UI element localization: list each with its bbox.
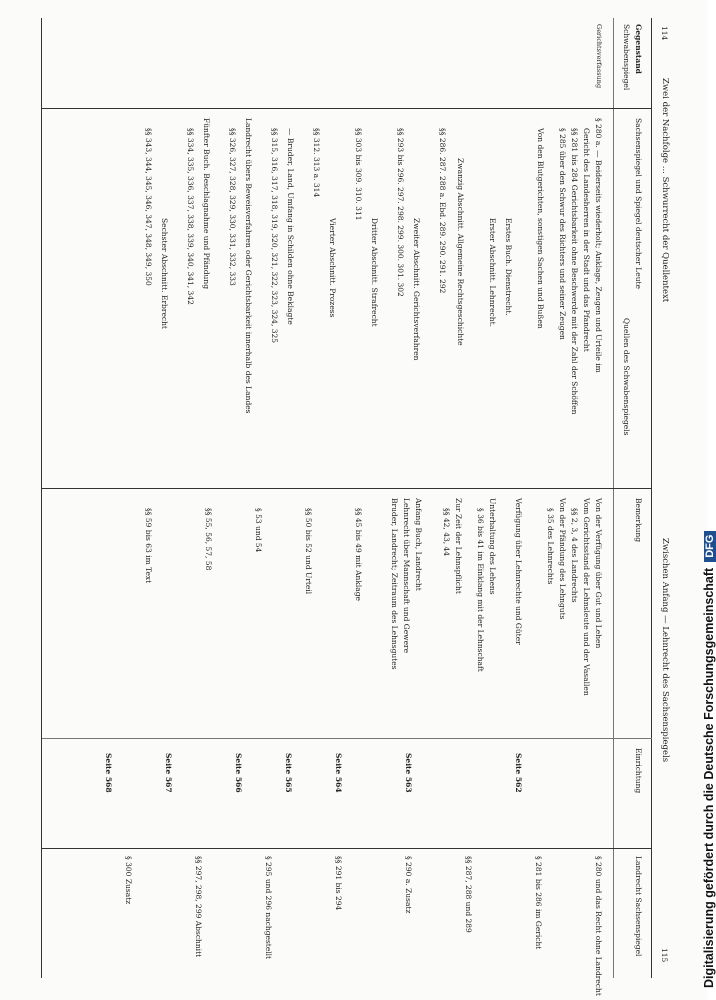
list-item: § 300 Zusatz	[124, 856, 133, 905]
list-item: § 295 und 296 nachgestellt	[264, 856, 273, 960]
list-item: Dritter Abschnitt. Strafrecht	[370, 218, 379, 327]
footer-rule	[41, 18, 42, 978]
list-item: §§ 45 bis 49 mit Anklage	[354, 508, 363, 601]
list-item: Gericht des Landesherren in der Stadt und das Pfandrecht	[582, 128, 591, 352]
column-header-quellen: Quellen des Schwabenspiegels	[622, 318, 631, 436]
list-item: Zwanzig Abschnitt. Allgemeine Rechtsgeschichte	[456, 158, 465, 346]
list-item: Zweiter Abschnitt. Gerichtsverfahren	[412, 218, 421, 361]
list-item: §§ 42, 43, 44	[442, 508, 451, 557]
column-header-landrecht: Landrecht Sachsenspiegel	[634, 856, 643, 957]
list-item: § 285 über den Schwur des Richters und seiner Zeugen	[558, 128, 567, 340]
list-item: Verfügung über Lehnrechte und Güter	[514, 498, 523, 645]
list-item: § 281 bis 286 im Gericht	[534, 856, 543, 950]
list-item: §§ 50 bis 52 und Urteil	[304, 508, 313, 595]
page-reference: Seite 565	[284, 753, 293, 793]
list-item: §§ 334, 335, 336, 337, 338, 339, 340, 341, 342	[186, 128, 195, 305]
list-item: §§ 326, 327, 328, 329, 330, 331, 332, 333	[228, 128, 237, 286]
list-item: §§ 297, 298, 299 Abschnitt	[194, 856, 203, 958]
page-number-left: 114	[660, 26, 669, 41]
dfg-funding-watermark	[680, 0, 716, 1000]
list-item: Unterhaltung des Lehens	[488, 498, 497, 595]
column-header-einrichtung: Einrichtung	[634, 748, 643, 794]
list-item: §§ 293 bis 296. 297. 298. 299. 300. 301. 302	[396, 128, 405, 297]
page-number-right: 115	[660, 948, 669, 963]
column-divider	[42, 738, 652, 739]
dfg-logo: DFG	[704, 531, 716, 562]
rotated-table-sheet	[34, 18, 674, 996]
column-header-schwaben: Schwabenspiegel	[622, 24, 631, 91]
list-item: § 35 des Lehnrechts	[546, 508, 555, 585]
list-item: Zur Zeit der Lehnspflicht	[454, 498, 463, 594]
list-item: §§ 59 bis 63 im Text	[144, 508, 153, 584]
column-header-gegenstand: Gegenstand	[634, 24, 643, 74]
list-item: §§ 281 bis 284 Gerichtsbarkeit ohne Beschwerde mit der Zahl der Schöffen	[570, 128, 579, 415]
list-item: Lehnrecht über Mannschaft und Gewere	[402, 498, 411, 654]
list-item: § 280 a. — Beiderseits wiederholt; Anklage, Zeugen und Urteile im	[594, 118, 603, 373]
list-item: §§ 55, 56, 57, 58	[204, 508, 213, 571]
header-rule	[651, 18, 652, 978]
page-reference: Seite 563	[404, 753, 413, 793]
list-item: Fünfter Buch. Beschlagnahme und Pfändung	[202, 118, 211, 290]
list-item: § 53 und 54	[254, 508, 263, 553]
list-item: §§ 343, 344, 345, 346, 347, 348, 349, 350	[144, 128, 153, 286]
list-item: Gerichtsverfassung	[595, 24, 603, 89]
column-head-rule	[613, 18, 614, 978]
list-item: §§ 287, 288 und 289	[464, 856, 473, 933]
list-item: Erster Abschnitt. Lehnrecht.	[488, 218, 497, 327]
page-reference: Seite 567	[164, 753, 173, 793]
list-item: Anfang Buch, Landrecht	[414, 498, 423, 591]
right-running-title: Zwischen Anfang — Lehnrecht des Sachsenspiegels	[660, 538, 670, 763]
list-item: § 290 a. Zusatz	[404, 856, 413, 914]
list-item: — Bruder, Land, Umfang in Schilden ohne Beklagte	[286, 128, 295, 325]
list-item: §§ 291 bis 294	[334, 856, 343, 911]
list-item: Sechster Abschnitt. Erbrecht	[160, 218, 169, 329]
column-divider	[42, 848, 652, 849]
list-item: Bruder, Landrecht; Zeitraum des Lehnsgutes	[390, 498, 399, 670]
list-item: §§ 286. 287. 288 a. Ebd. 289. 290. 291. 292	[438, 128, 447, 294]
list-item: §§ 312. 313 a. 314	[312, 128, 321, 198]
list-item: § 36 bis 41 im Einklang mit der Lehnschaft	[476, 508, 485, 672]
list-item: §§ 303 bis 309. 310. 311	[354, 128, 363, 221]
list-item: § 280 und das Recht ohne Landrecht	[594, 856, 603, 996]
list-item: Vom Gerichtsstand der Lehnsleute und der Vasallen	[582, 498, 591, 696]
page-reference: Seite 566	[234, 753, 243, 793]
list-item: Von den Blutgerichten, sonstigen Sachen und Bußen	[536, 128, 545, 329]
column-header-sachsen: Sachsenspiegel und Spiegel deutscher Leute	[634, 118, 643, 289]
list-item: Von der Pfändung des Lehnguts	[558, 498, 567, 620]
page-reference: Seite 562	[514, 753, 523, 793]
list-item: §§ 315, 316, 317, 318, 319, 320, 321, 322, 323, 324, 325	[270, 128, 279, 344]
page-reference: Seite 568	[104, 753, 113, 793]
list-item: §§ 2, 3, 4 des Landrechts	[570, 508, 579, 603]
list-item: Erstes Buch. Dienstrecht.	[504, 218, 513, 316]
left-running-title: Zwei der Nachfolge ... Schwurrecht der Quellentext	[660, 78, 670, 303]
list-item: Von der Verfügung über Gut und Lehen	[594, 498, 603, 649]
column-header-bemerkung: Bemerkung	[634, 498, 643, 543]
list-item: Vierter Abschnitt. Prozess	[328, 218, 337, 318]
watermark-text: Digitalisierung gefördert durch die Deutsche Forschungsgemeinschaft	[702, 567, 716, 988]
page-reference: Seite 564	[334, 753, 343, 793]
column-divider	[42, 108, 652, 109]
column-divider	[42, 488, 652, 489]
list-item: Landrecht übers Beweisverfahren oder Gerichtsbarkeit innerhalb des Landes	[244, 118, 253, 414]
